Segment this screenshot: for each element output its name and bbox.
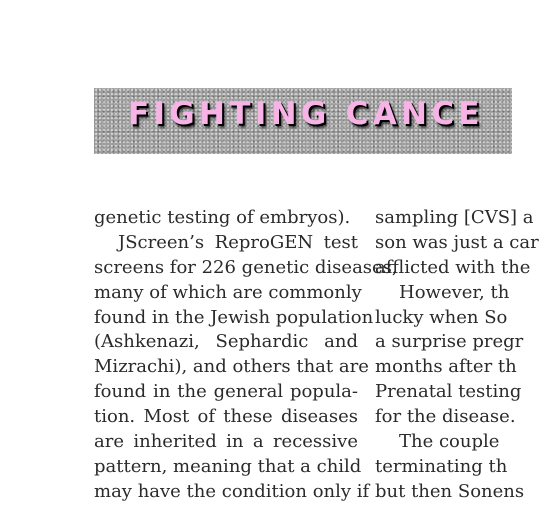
text-line: afflicted with the <box>375 256 531 278</box>
text-line: lucky when So <box>375 306 508 328</box>
article-column-left <box>94 206 398 505</box>
text-line: son was just a car <box>375 231 539 253</box>
text-line: Mizrachi), and others that are <box>94 356 369 378</box>
text-line: The couple <box>399 431 500 453</box>
text-line: found in the Jewish population <box>94 306 374 328</box>
article-column-right <box>375 206 539 505</box>
text-line: tion. Most of these diseases <box>94 406 358 428</box>
text-line: JScreen’s ReproGEN test <box>118 231 358 253</box>
text-line: but then Sonens <box>375 480 525 502</box>
text-line: Prenatal testing <box>375 381 522 403</box>
text-line: pattern, meaning that a child <box>94 455 362 477</box>
text-line: sampling [CVS] a <box>375 207 534 228</box>
text-line: However, th <box>399 281 510 303</box>
section-title: FIGHTING CANCE <box>128 96 484 132</box>
text-line: screens for 226 genetic diseases, <box>94 256 398 278</box>
text-line: found in the general popula- <box>94 381 358 403</box>
text-line: may have the condition only if <box>94 480 370 502</box>
text-line: are inherited in a recessive <box>94 431 358 453</box>
section-banner <box>94 88 512 154</box>
text-line: months after th <box>375 356 517 378</box>
text-line: (Ashkenazi, Sephardic and <box>94 331 358 353</box>
text-line: genetic testing of embryos). <box>94 207 351 228</box>
text-line: terminating th <box>375 455 508 477</box>
text-line: a surprise pregr <box>375 331 524 353</box>
text-line: many of which are commonly <box>94 281 362 303</box>
text-line: for the disease. <box>375 406 516 428</box>
